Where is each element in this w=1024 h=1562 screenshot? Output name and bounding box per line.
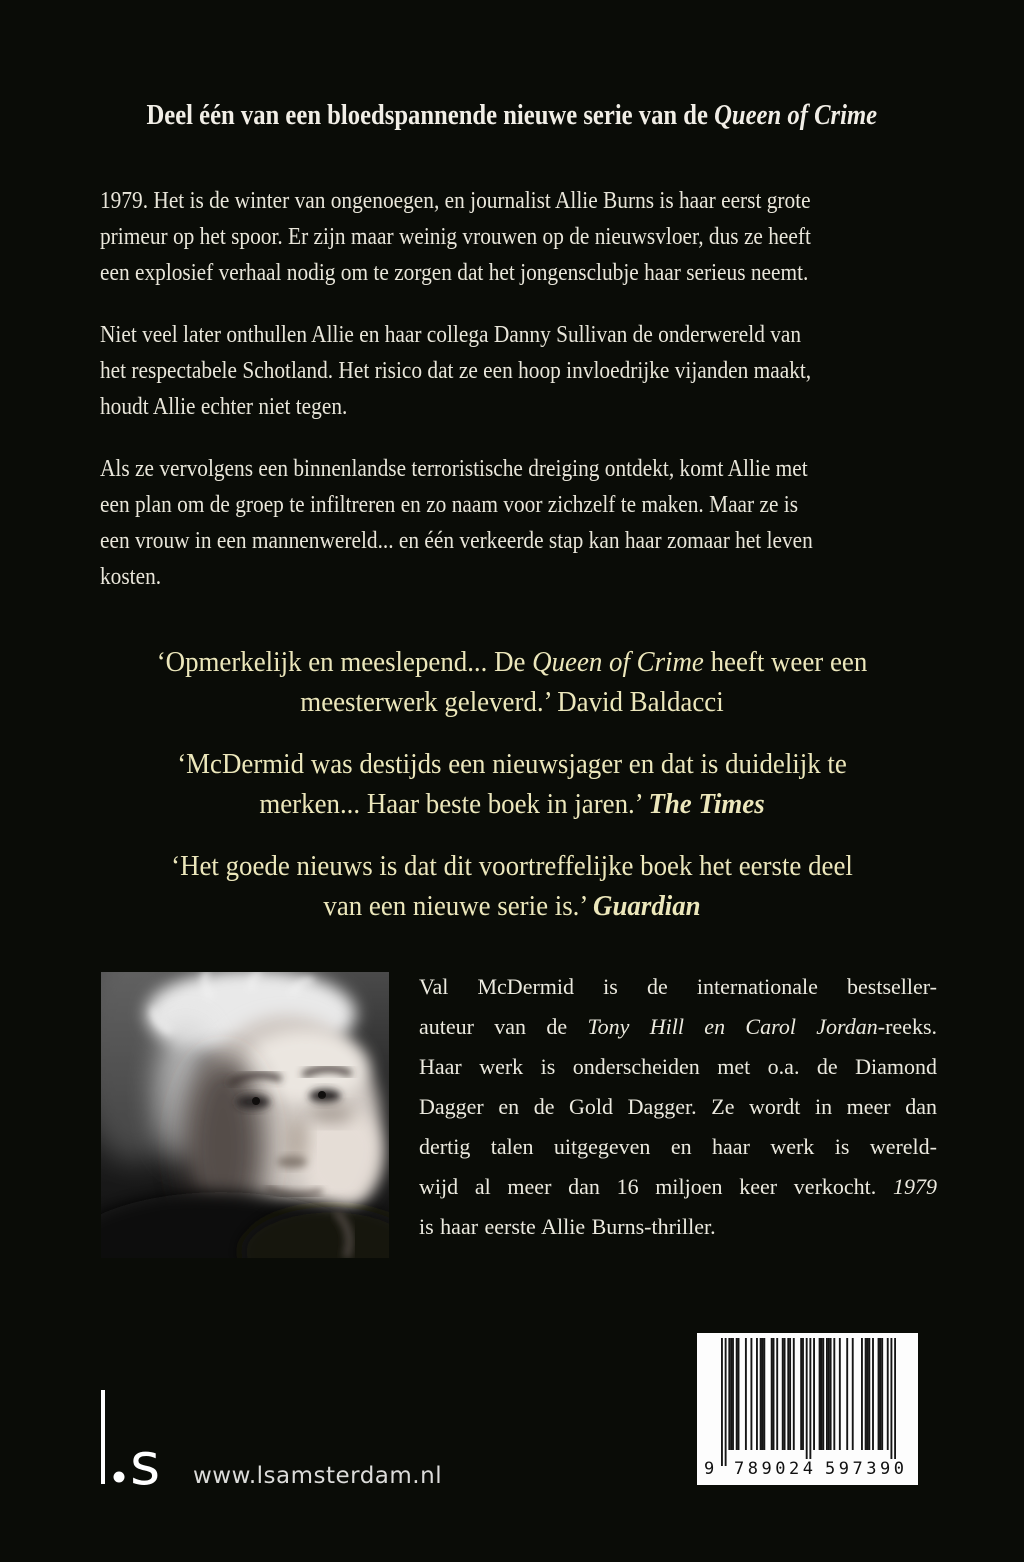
text-segment: Deel één van een bloedspannende nieuwe serie van de [146,99,715,131]
text-line: een vrouw in een mannenwereld... en één verkeerde stap kan haar zomaar het leven [100,528,813,554]
synopsis-paragraph-2 [100,317,811,425]
barcode-digit: 9 [880,1459,891,1479]
barcode-digit-group1 [732,1459,815,1479]
text-line [419,967,937,1007]
text-segment: meesterwerk geleverd.’ David Baldacci [300,687,724,718]
text-segment: Queen of Crime [714,99,878,131]
text-line: primeur op het spoor. Er zijn maar weinig vrouwen op de nieuwsvloer, dus ze heeft [100,224,811,250]
text-line: een explosief verhaal nodig om te zorgen dat het jongensclubje haar serieus neemt. [100,260,809,286]
text-line [419,1047,937,1087]
text-segment: -reeks. [877,1014,938,1039]
text-segment: Tony Hill en Carol Jordan [587,1014,878,1039]
text-segment: merken... Haar beste boek in jaren.’ [259,789,649,820]
text-line [419,1087,937,1127]
text-line [300,683,723,723]
review-quote-baldacci [20,643,1003,723]
barcode-digit: 0 [893,1459,904,1479]
barcode-digit: 8 [747,1459,758,1479]
headline [147,95,878,135]
text-segment: Guardian [593,891,701,922]
barcode-digit: 7 [734,1459,745,1479]
text-segment: Dagger en de Gold Dagger. Ze wordt in meer dan [419,1094,937,1119]
text-segment: ‘McDermid was destijds een nieuwsjager en dat is duidelijk te [177,749,847,780]
barcode-digit-group2 [823,1459,906,1479]
text-line [419,1207,937,1247]
text-segment: The Times [648,789,765,820]
text-line [419,1007,937,1047]
headline-row [0,95,1024,135]
text-segment: Val McDermid is de internationale bestseller- [419,974,937,999]
barcode-digit: 0 [775,1459,786,1479]
text-segment: van een nieuwe serie is.’ [323,891,594,922]
author-photo [101,972,389,1258]
barcode-digit: 5 [825,1459,836,1479]
text-line [323,887,700,927]
text-segment: Haar werk is onderscheiden met o.a. de Diamond [419,1054,937,1079]
text-segment: auteur van de [419,1014,588,1039]
text-line: Als ze vervolgens een binnenlandse terroristische dreiging ontdekt, komt Allie met [100,456,808,482]
review-quote-guardian [20,847,1003,927]
barcode-digits [697,1459,918,1479]
barcode-digit: 3 [866,1459,877,1479]
text-line: Niet veel later onthullen Allie en haar collega Danny Sullivan de onderwereld van [100,322,802,348]
text-line [157,643,868,683]
text-line: houdt Allie echter niet tegen. [100,394,348,420]
barcode-digit-left: 9 [704,1459,715,1479]
text-line: het respectabele Schotland. Het risico dat ze een hoop invloedrijke vijanden maakt, [100,358,812,384]
barcode [697,1333,918,1485]
text-segment: ‘Het goede nieuws is dat dit voortreffelijke boek het eerste deel [171,851,853,882]
text-segment: Queen of Crime [532,647,704,678]
synopsis-paragraph-3 [100,451,813,595]
text-segment: ‘Opmerkelijk en meeslepend... De [156,647,533,678]
text-segment: is haar eerste Allie Burns-thriller. [419,1214,716,1239]
text-segment: wijd al meer dan 16 miljoen keer verkocht. [419,1174,893,1199]
text-line [177,745,847,785]
text-line [171,847,853,887]
publisher-logo-ls [100,1390,184,1487]
publisher-website: www.lsamsterdam.nl [193,1463,443,1489]
text-segment: heeft weer een [703,647,868,678]
text-segment: dertig talen uitgegeven en haar werk is wereld- [419,1134,937,1159]
text-segment: 1979 [893,1174,937,1199]
svg-text:s: s [130,1430,161,1487]
review-quote-the-times [20,745,1003,825]
barcode-digit: 2 [789,1459,800,1479]
text-line: kosten. [100,564,162,590]
text-line [419,1167,937,1207]
barcode-digit: 4 [802,1459,813,1479]
barcode-digit: 7 [852,1459,863,1479]
text-line: 1979. Het is de winter van ongenoegen, en journalist Allie Burns is haar eerst grote [100,188,811,214]
barcode-digit: 9 [761,1459,772,1479]
barcode-digit: 9 [838,1459,849,1479]
author-bio [419,967,937,1247]
synopsis-paragraph-1 [100,183,811,291]
barcode-bars [721,1338,896,1468]
text-line: een plan om de groep te infiltreren en zo naam voor zichzelf te maken. Maar ze is [100,492,799,518]
text-line [259,785,764,825]
text-line [419,1127,937,1167]
